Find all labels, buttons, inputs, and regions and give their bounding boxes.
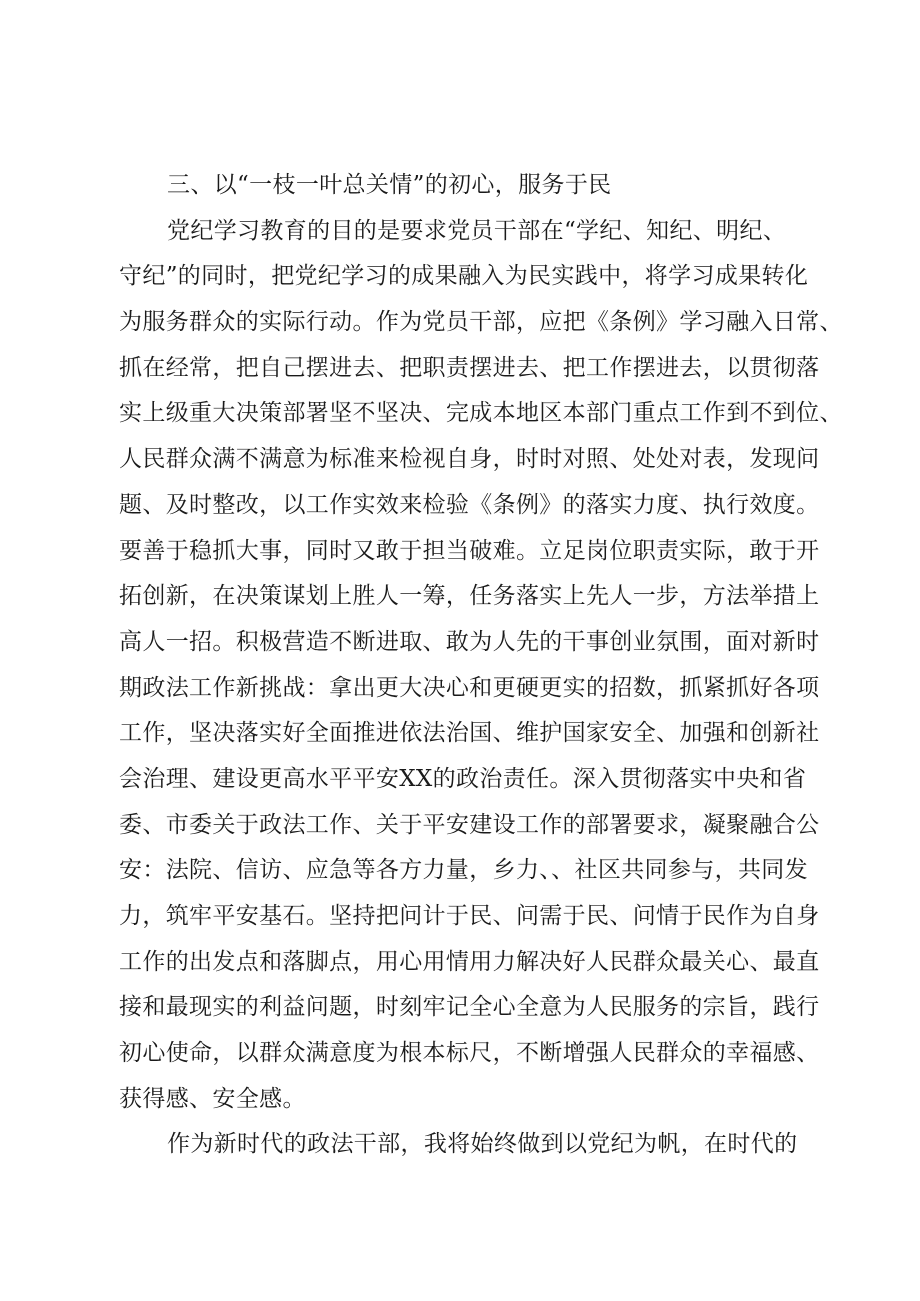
paragraph-line: 工作的出发点和落脚点，用心用情用力解决好人民群众最关心、最直 bbox=[119, 948, 820, 975]
document-body bbox=[119, 163, 843, 1168]
paragraph-line: 期政法工作新挑战：拿出更大决心和更硬更实的招数，抓紧抓好各项 bbox=[119, 674, 820, 701]
paragraph-line: 实上级重大决策部署坚不坚决、完成本地区本部门重点工作到不到位、 bbox=[119, 400, 843, 427]
paragraph-line: 守纪”的同时，把党纪学习的成果融入为民实践中，将学习成果转化 bbox=[119, 263, 809, 290]
paragraph-line: 拓创新，在决策谋划上胜人一筹，任务落实上先人一步，方法举措上 bbox=[119, 583, 820, 610]
paragraph-line: 抓在经常，把自己摆进去、把职责摆进去、把工作摆进去，以贯彻落 bbox=[119, 354, 820, 381]
paragraph-line: 高人一招。积极营造不断进取、敢为人先的干事创业氛围，面对新时 bbox=[119, 628, 820, 655]
paragraph-line: 获得感、安全感。 bbox=[119, 1085, 306, 1112]
paragraph-line: 工作，坚决落实好全面推进依法治国、维护国家安全、加强和创新社 bbox=[119, 720, 820, 747]
paragraph-line: 人民群众满不满意为标准来检视自身，时时对照、处处对表，发现问 bbox=[119, 446, 820, 473]
paragraph-line: 要善于稳抓大事，同时又敢于担当破难。立足岗位职责实际，敢于开 bbox=[119, 537, 820, 564]
paragraph-line: 安：法院、信访、应急等各方力量，乡力、、社区共同参与，共同发 bbox=[119, 857, 808, 884]
paragraph-line: 作为新时代的政法干部，我将始终做到以党纪为帆，在时代的 bbox=[167, 1131, 798, 1158]
paragraph-line: 题、及时整改，以工作实效来检验《条例》的落实力度、执行效度。 bbox=[119, 491, 820, 518]
paragraph-line: 力，筑牢平安基石。坚持把问计于民、问需于民、问情于民作为自身 bbox=[119, 903, 820, 929]
paragraph-line: 为服务群众的实际行动。作为党员干部，应把《条例》学习融入日常、 bbox=[119, 309, 843, 336]
section-heading: 三、以“一枝一叶总关情”的初心，服务于民 bbox=[167, 172, 612, 198]
paragraph-line: 会治理、建设更高水平平安XX的政治责任。深入贯彻落实中央和省 bbox=[119, 765, 807, 792]
paragraph-line: 接和最现实的利益问题，时刻牢记全心全意为人民服务的宗旨，践行 bbox=[119, 994, 820, 1021]
paragraph-line: 委、市委关于政法工作、关于平安建设工作的部署要求，凝聚融合公 bbox=[119, 811, 820, 838]
paragraph-line: 党纪学习教育的目的是要求党员干部在“学纪、知纪、明纪、 bbox=[167, 217, 787, 244]
paragraph-line: 初心使命，以群众满意度为根本标尺，不断增强人民群众的幸福感、 bbox=[119, 1040, 820, 1067]
